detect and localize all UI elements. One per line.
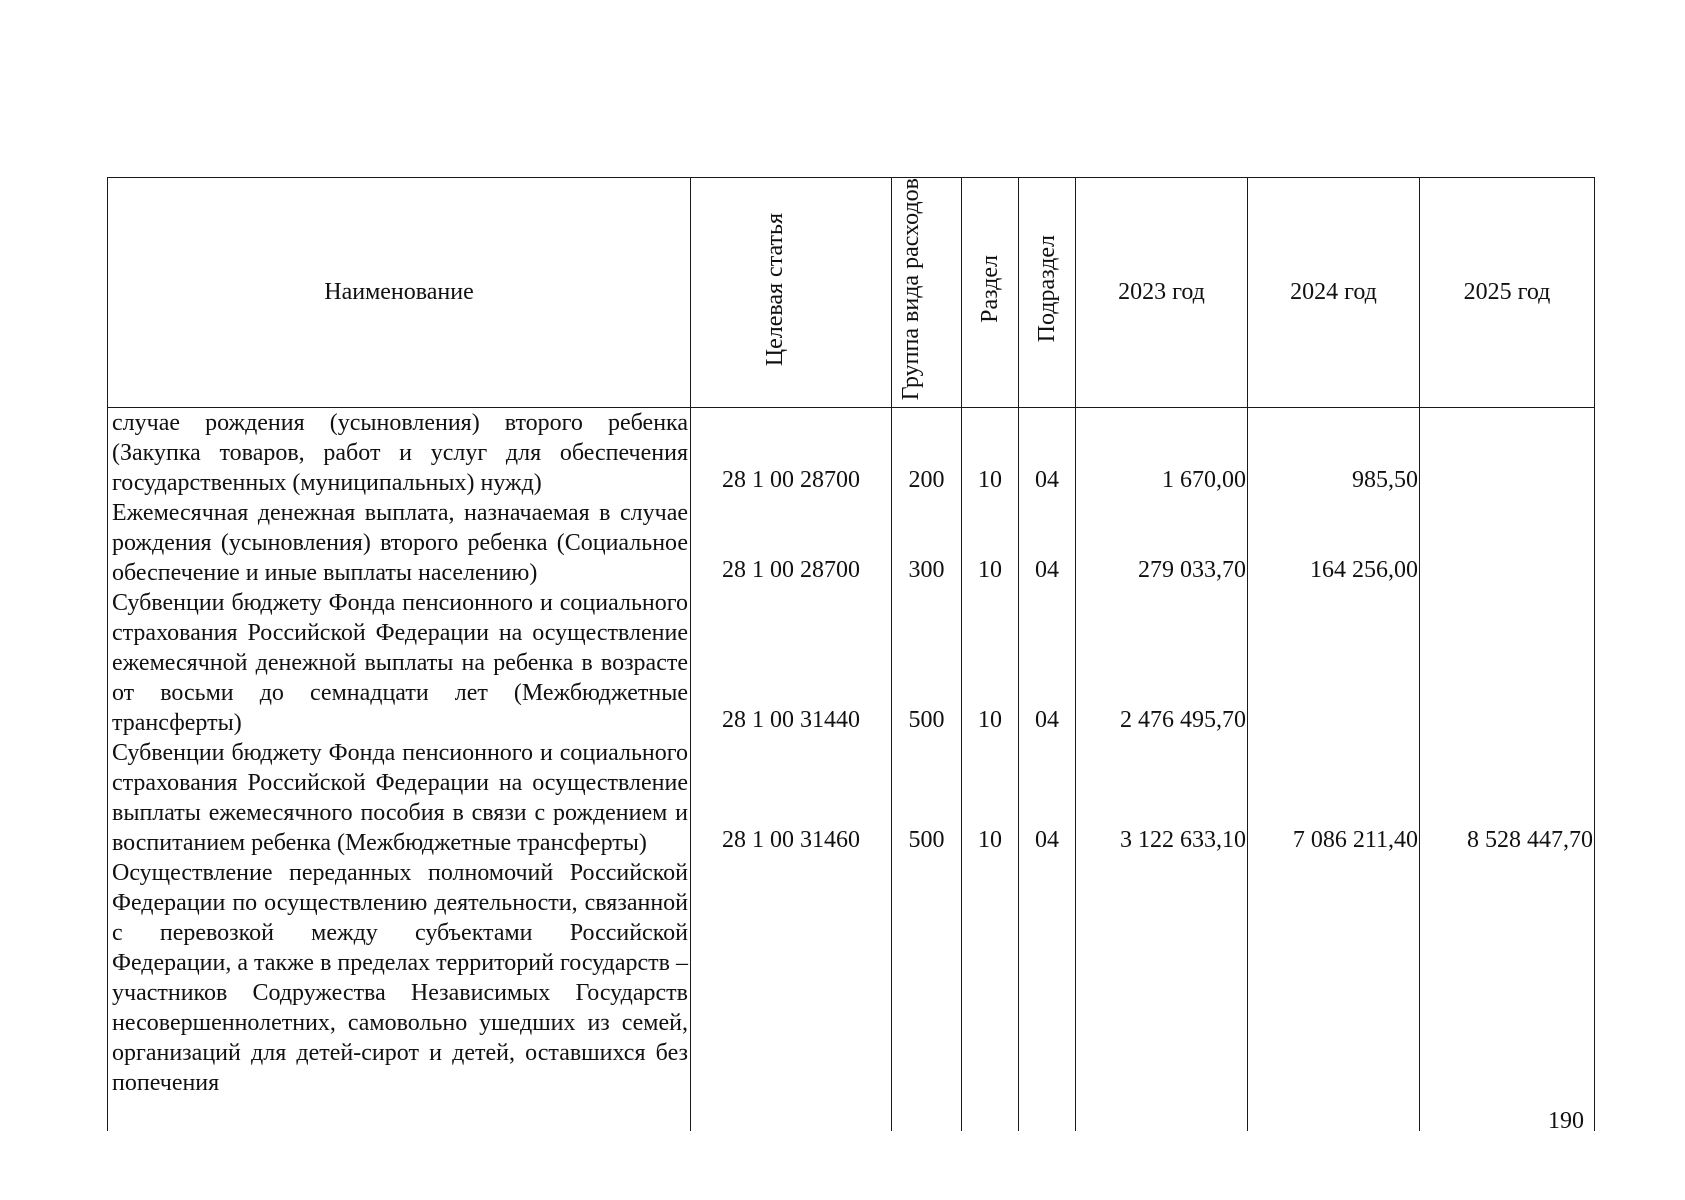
row-subsection: 04	[1019, 588, 1076, 738]
header-group: Группа вида расходов	[892, 178, 962, 408]
table-row	[108, 588, 1595, 738]
row-code: 28 1 00 28700	[691, 408, 892, 499]
row-2023: 2 476 495,70	[1076, 588, 1248, 738]
row-2024: 7 086 211,40	[1248, 738, 1420, 858]
row-section: 10	[962, 738, 1019, 858]
page-number: 190	[1548, 1108, 1584, 1134]
header-2023: 2023 год	[1076, 178, 1248, 408]
table-row	[108, 858, 1595, 1131]
row-code	[691, 858, 892, 1131]
row-2024: 164 256,00	[1248, 498, 1420, 588]
header-section: Раздел	[962, 178, 1019, 408]
budget-table	[107, 177, 1595, 1131]
row-2024	[1248, 588, 1420, 738]
row-section: 10	[962, 588, 1019, 738]
row-section: 10	[962, 408, 1019, 499]
row-2024	[1248, 858, 1420, 1131]
header-2024: 2024 год	[1248, 178, 1420, 408]
row-group: 300	[892, 498, 962, 588]
header-2025: 2025 год	[1420, 178, 1595, 408]
row-subsection: 04	[1019, 408, 1076, 499]
row-name: Субвенции бюджету Фонда пенсионного и социального страхования Российской Федерации на осуществление выплаты ежемесячного пособия в связи с рождением и воспитанием ребенка (Межбюджетные трансферты)	[108, 738, 691, 858]
table-header	[108, 178, 1595, 408]
row-group	[892, 858, 962, 1131]
row-code: 28 1 00 31460	[691, 738, 892, 858]
row-2023: 1 670,00	[1076, 408, 1248, 499]
row-2025	[1420, 498, 1595, 588]
row-group: 500	[892, 588, 962, 738]
table-row	[108, 498, 1595, 588]
row-2025	[1420, 858, 1595, 1131]
row-2025	[1420, 588, 1595, 738]
row-2025	[1420, 408, 1595, 499]
row-subsection	[1019, 858, 1076, 1131]
row-2023: 3 122 633,10	[1076, 738, 1248, 858]
row-name: случае рождения (усыновления) второго ребенка (Закупка товаров, работ и услуг для обеспечения государственных (муниципальных) нужд)	[108, 408, 691, 499]
table-row	[108, 738, 1595, 858]
row-subsection: 04	[1019, 738, 1076, 858]
row-2023	[1076, 858, 1248, 1131]
header-code: Целевая статья	[691, 178, 892, 408]
row-group: 200	[892, 408, 962, 499]
row-name: Субвенции бюджету Фонда пенсионного и социального страхования Российской Федерации на осуществление ежемесячной денежной выплаты на ребенка в возрасте от восьми до семнадцати лет (Межбюджетные трансферты)	[108, 588, 691, 738]
header-subsection: Подраздел	[1019, 178, 1076, 408]
row-name: Ежемесячная денежная выплата, назначаемая в случае рождения (усыновления) второго ребенка (Социальное обеспечение и иные выплаты населению)	[108, 498, 691, 588]
row-code: 28 1 00 28700	[691, 498, 892, 588]
row-section: 10	[962, 498, 1019, 588]
row-2023: 279 033,70	[1076, 498, 1248, 588]
row-name: Осуществление переданных полномочий Российской Федерации по осуществлению деятельности, связанной с перевозкой между субъектами Российской Федерации, а также в пределах территорий государств – участников Содружества Независимых Государств несовершеннолетних, самовольно ушедших из семей, организаций для детей-сирот и детей, оставшихся без попечения	[108, 858, 691, 1131]
row-code: 28 1 00 31440	[691, 588, 892, 738]
table-row	[108, 408, 1595, 499]
row-section	[962, 858, 1019, 1131]
row-group: 500	[892, 738, 962, 858]
row-2024: 985,50	[1248, 408, 1420, 499]
row-2025: 8 528 447,70	[1420, 738, 1595, 858]
header-name: Наименование	[108, 178, 691, 408]
row-subsection: 04	[1019, 498, 1076, 588]
